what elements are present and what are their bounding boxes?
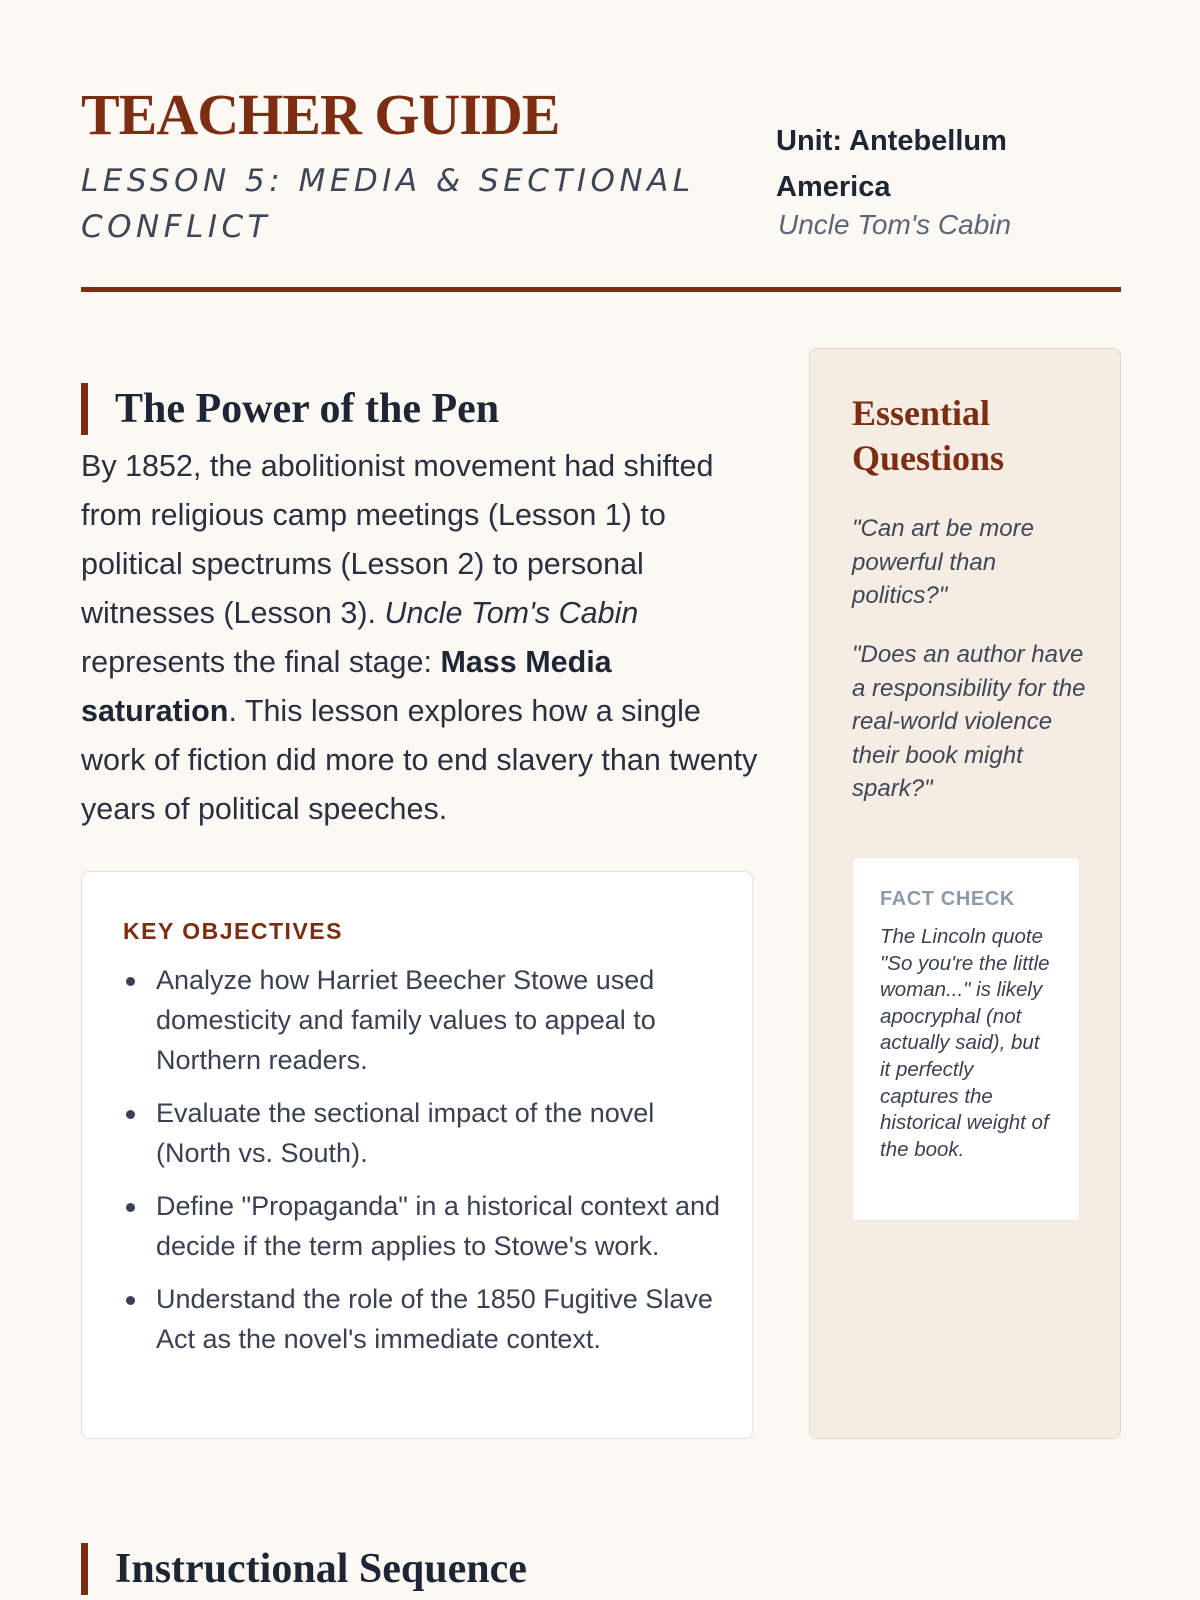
intro-text-2: represents the final stage: <box>81 645 441 679</box>
essential-question-2: "Does an author have a responsibility for the real-world violence their book might spark?" <box>852 641 1086 802</box>
essential-questions-sidebar <box>809 348 1121 1439</box>
header-divider <box>81 287 1121 292</box>
book-title: Uncle Tom's Cabin <box>778 209 1012 240</box>
key-objectives-card <box>81 871 753 1439</box>
section-heading-power-of-pen: The Power of the Pen <box>81 383 499 435</box>
intro-text-1: By 1852, the abolitionist movement had shifted from religious camp meetings (Lesson 1) to political spectrums (Lesson 2) to personal witnesses (Lesson 3). <box>81 449 714 630</box>
key-objectives-label: KEY OBJECTIVES <box>123 918 343 944</box>
intro-text-3: . This lesson explores how a single work of fiction did more to end slavery than twenty years of political speeches. <box>81 694 758 826</box>
page-title: TEACHER GUIDE <box>81 82 560 147</box>
essential-question-1: "Can art be more powerful than politics?" <box>852 515 1034 609</box>
essential-questions-title: Essential Questions <box>852 393 1005 478</box>
objective-item: Evaluate the sectional impact of the novel (North vs. South). <box>123 1093 723 1173</box>
section-heading-instructional-sequence: Instructional Sequence <box>81 1543 527 1595</box>
objective-item: Define "Propaganda" in a historical context and decide if the term applies to Stowe's work. <box>123 1186 723 1266</box>
fact-check-label: FACT CHECK <box>880 888 1015 910</box>
lesson-subtitle: LESSON 5: MEDIA & SECTIONAL CONFLICT <box>81 163 695 245</box>
intro-paragraph <box>81 442 761 834</box>
fact-check-text: The Lincoln quote "So you're the little woman..." is likely apocryphal (not actually said), but it perfectly captures the historical weight of the book. <box>880 925 1050 1161</box>
objective-item: Understand the role of the 1850 Fugitive Slave Act as the novel's immediate context. <box>123 1279 723 1359</box>
objectives-list <box>123 960 723 1372</box>
unit-label: Unit: Antebellum America <box>776 125 1007 203</box>
fact-check-box <box>852 857 1080 1221</box>
objective-item: Analyze how Harriet Beecher Stowe used domesticity and family values to appeal to Northern readers. <box>123 960 723 1080</box>
intro-emphasis: Mass Media saturation <box>81 645 612 728</box>
intro-book-title: Uncle Tom's Cabin <box>384 596 639 630</box>
